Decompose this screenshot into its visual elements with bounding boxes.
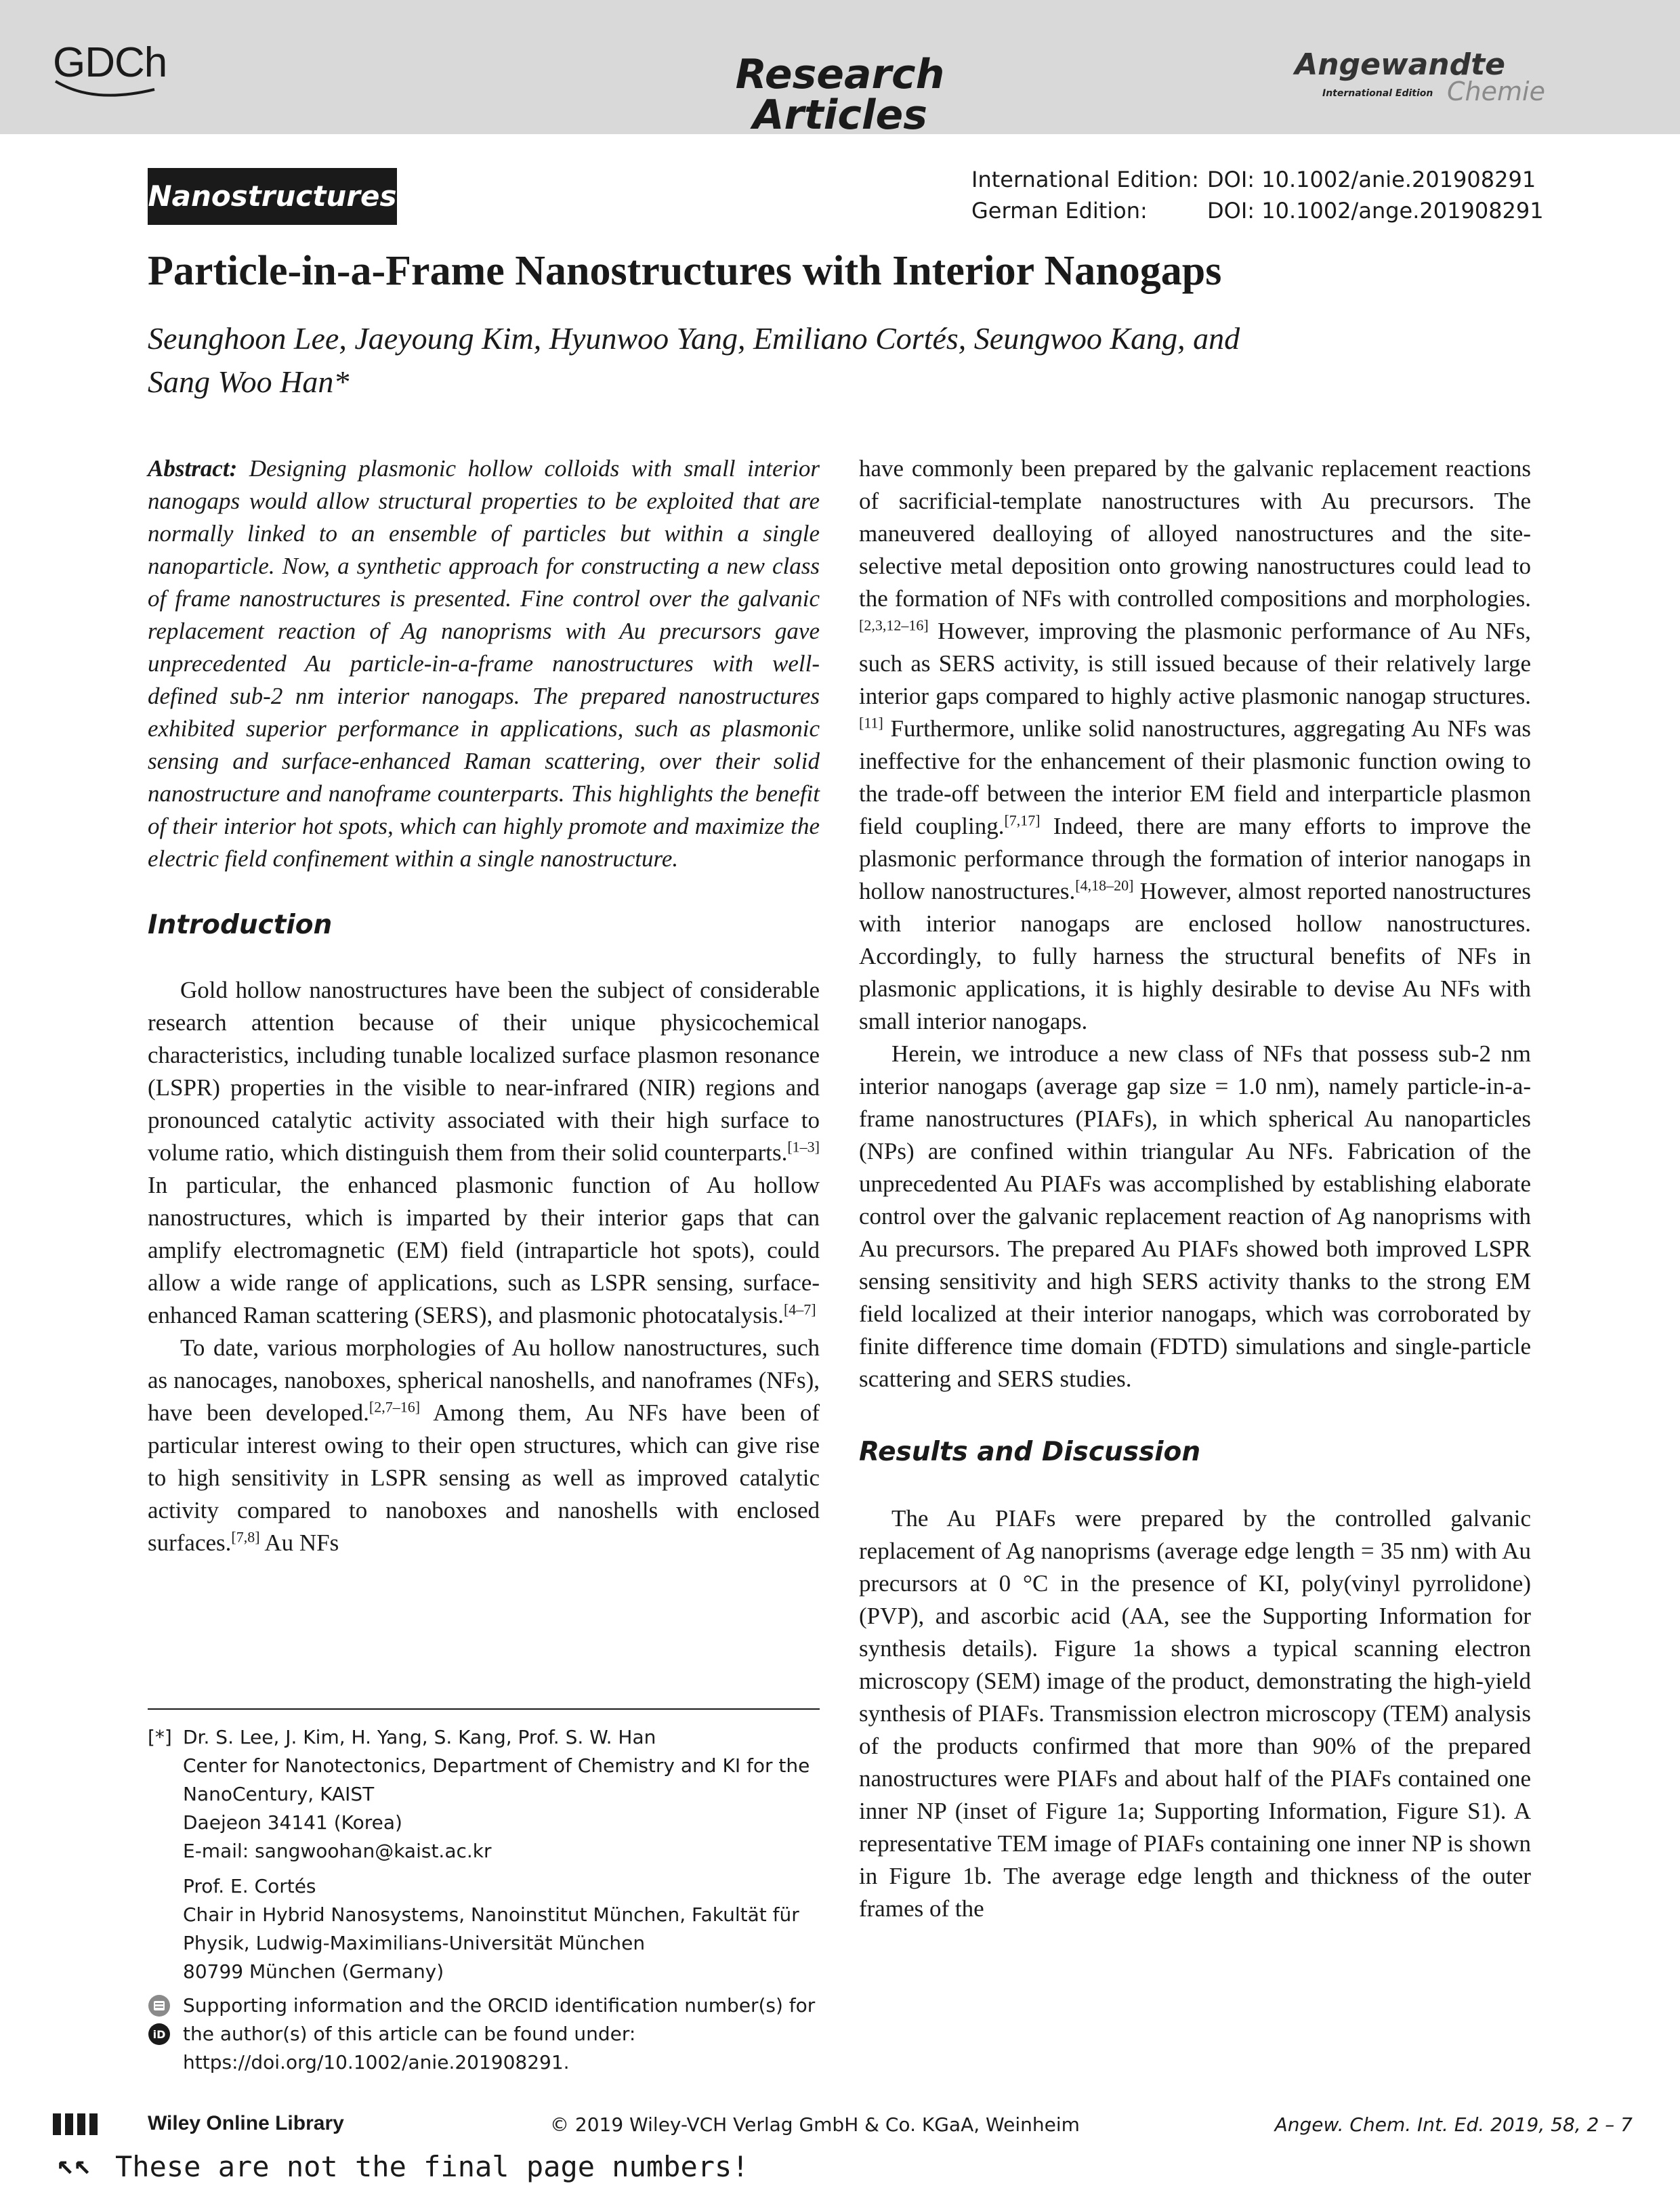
authors-line-2: Sang Woo Han* <box>148 364 350 399</box>
citation-ref[interactable]: [4–7] <box>783 1301 816 1318</box>
footnote-line: Physik, Ludwig-Maximilians-Universität München <box>183 1932 646 1954</box>
authors-line-1: Seunghoon Lee, Jaeyoung Kim, Hyunwoo Yang, Emiliano Cortés, Seungwoo Kang, and <box>148 321 1240 356</box>
doi-german-value[interactable]: DOI: 10.1002/ange.201908291 <box>1207 198 1544 224</box>
arrow-icon: ↖↖ <box>57 2147 91 2180</box>
doi-row-german <box>971 195 1649 226</box>
gdch-arc-icon <box>53 77 168 104</box>
author-list <box>148 317 1503 404</box>
topic-label: Nanostructures <box>148 168 397 225</box>
author-affiliations-footnote <box>148 1723 825 2077</box>
footnote-mark: [*] <box>148 1726 172 1748</box>
footnote-line: [*] Dr. S. Lee, J. Kim, H. Yang, S. Kang, Prof. S. W. Han <box>148 1723 825 1752</box>
right-p1-text-e: However, almost reported nanostructures with interior nanogaps are enclosed hollow nanostructures. Accordingly, to fully harness the structural benefits of NFs in plasmonic applications, it is highly desirable to devise Au NFs with small interior nanogaps. <box>859 878 1531 1034</box>
intro-p2-text-b: Among them, Au NFs have been of particular interest owing to their open structures, which can give rise to high sensitivity in LSPR sensing as well as improved catalytic activity compared to nanoboxes and nanoshells with enclosed surfaces. <box>148 1399 820 1556</box>
supporting-info-link[interactable]: https://doi.org/10.1002/anie.201908291. <box>183 2051 570 2073</box>
right-column <box>859 452 1531 1925</box>
wiley-library-icon <box>53 2113 102 2138</box>
doi-intl-value[interactable]: DOI: 10.1002/anie.201908291 <box>1207 167 1536 192</box>
footnote-line: Prof. E. Cortés <box>183 1875 316 1897</box>
intro-p2-text-c: Au NFs <box>259 1530 339 1556</box>
introduction-heading: Introduction <box>148 910 333 940</box>
footnote-line: Daejeon 34141 (Korea) <box>183 1811 402 1834</box>
journal-logo-name: Angewandte <box>1295 47 1505 82</box>
abstract <box>148 452 820 875</box>
gdch-logo <box>53 39 175 104</box>
intro-p1-text-b: In particular, the enhanced plasmonic function of Au hollow nanostructures, which is imparted by their interior gaps that can amplify electromagnetic (EM) field (intraparticle hot spots), could allow a wide range of applications, such as LSPR sensing, surface-enhanced Raman scattering (SERS), and plasmonic photocatalysis. <box>148 1172 820 1328</box>
doi-row-international <box>971 164 1649 195</box>
doi-german-label: German Edition: <box>971 198 1148 224</box>
orcid-icon <box>148 2023 171 2046</box>
abstract-text: Designing plasmonic hollow colloids with small interior nanogaps would allow structural properties to be exploited that are normally linked to an ensemble of particles but within a single nanoparticle. Now, a synthetic approach for constructing a new class of frame nanostructures is presented. Fine control over the galvanic replacement reaction of Ag nanoprisms with Au precursors gave unprecedented Au particle-in-a-frame nanostructures with well-defined sub-2 nm interior nanogaps. The prepared nanostructures exhibited superior performance in applications, such as plasmonic sensing and surface-enhanced Raman scattering, over their solid nanostructure and nanoframe counterparts. This highlights the benefit of their interior hot spots, which can highly promote and maximize the electric field confinement within a single nanostructure. <box>148 455 820 872</box>
right-paragraph-1 <box>859 452 1531 1038</box>
footnote-line: Center for Nanotectonics, Department of Chemistry and KI for the <box>183 1754 810 1777</box>
right-p1-text-c: Furthermore, unlike solid nanostructures, aggregating Au NFs was ineffective for the enhancement of their plasmonic function owing to the trade-off between the interior EM field and interparticle plasmon field coupling. <box>859 715 1531 839</box>
journal-logo-subtitle: International Edition <box>1322 88 1433 99</box>
gdch-logo-text: GDCh <box>53 39 167 86</box>
svg-text:iD: iD <box>152 2028 166 2041</box>
intro-p1-text-a: Gold hollow nanostructures have been the subject of considerable research attention because of their unique physicochemical characteristics, including tunable localized surface plasmon resonance (LSPR) properties in the visible to near-infrared (NIR) regions and pronounced catalytic activity associated with their high surface to volume ratio, which distinguish them from their solid counterparts. <box>148 977 820 1166</box>
doi-intl-label: International Edition: <box>971 167 1199 192</box>
footnote-line: 80799 München (Germany) <box>183 1960 444 1983</box>
citation-ref[interactable]: [7,17] <box>1004 812 1041 829</box>
intro-paragraph-1 <box>148 974 820 1332</box>
citation-ref[interactable]: [2,7–16] <box>369 1398 421 1416</box>
abstract-label: Abstract: <box>148 455 238 482</box>
supporting-info-line: the author(s) of this article can be found under: <box>183 2023 636 2045</box>
citation-ref[interactable]: [1–3] <box>787 1138 820 1156</box>
supporting-info-icon <box>148 1994 171 2017</box>
right-paragraph-2: Herein, we introduce a new class of NFs that possess sub-2 nm interior nanogaps (average gap size = 1.0 nm), namely particle-in-a-frame nanostructures (PIAFs), in which spherical Au nanoparticles (NPs) are confined within triangular Au NFs. Fabrication of the unprecedented Au PIAFs was accomplished by establishing elaborate control over the galvanic replacement reaction of Ag nanoprisms with Au precursors. The prepared Au PIAFs showed both improved LSPR sensing sensitivity and high SERS activity thanks to the strong EM field localized at their interior nanogaps, which was corroborated by finite difference time domain (FDTD) simulations and single-particle scattering and SERS studies. <box>859 1040 1531 1392</box>
article-title: Particle-in-a-Frame Nanostructures with Interior Nanogaps <box>148 248 1222 294</box>
right-p1-text-a: have commonly been prepared by the galvanic replacement reactions of sacrificial-template nanostructures with Au precursors. The maneuvered dealloying of alloyed nanostructures and the site-selective metal deposition onto growing nanostructures could lead to the formation of NFs with controlled compositions and morphologies. <box>859 455 1531 612</box>
footnote-divider <box>148 1708 820 1710</box>
results-paragraph-1: The Au PIAFs were prepared by the controlled galvanic replacement of Ag nanoprisms (average edge length = 35 nm) with Au precursors at 0 °C in the presence of KI, poly(vinyl pyrrolidone) (PVP), and ascorbic acid (AA, see the Supporting Information for synthesis details). Figure 1a shows a typical scanning electron microscopy (SEM) image of the product, demonstrating the high-yield synthesis of PIAFs. Transmission electron microscopy (TEM) analysis of the products confirmed that more than 90% of the prepared nanostructures were PIAFs and about half of the PIAFs contained one inner NP (inset of Figure 1a; Supporting Information, Figure S1). A representative TEM image of PIAFs containing one inner NP is shown in Figure 1b. The average edge length and thickness of the outer frames of the <box>859 1505 1531 1922</box>
left-column <box>148 452 820 1559</box>
not-final-text: These are not the final page numbers! <box>115 2150 749 2183</box>
intro-paragraph-2 <box>148 1332 820 1559</box>
copyright-notice: © 2019 Wiley-VCH Verlag GmbH & Co. KGaA, Weinheim <box>550 2113 1080 2136</box>
citation-ref[interactable]: [2,3,12–16] <box>859 616 929 634</box>
footnote-email[interactable]: E-mail: sangwoohan@kaist.ac.kr <box>183 1840 492 1862</box>
citation-ref[interactable]: [11] <box>859 714 883 732</box>
not-final-page-notice <box>0 2146 1680 2187</box>
intro-p2-text-a: To date, various morphologies of Au hollow nanostructures, such as nanocages, nanoboxes, spherical nanoshells, and nanoframes (NFs), have been developed. <box>148 1334 820 1426</box>
right-p1-text-b: However, improving the plasmonic performance of Au NFs, such as SERS activity, is still issued because of their relatively large interior gaps compared to highly active plasmonic nanogap structures. <box>859 618 1531 709</box>
supporting-info-line: Supporting information and the ORCID identification number(s) for <box>183 1994 816 2017</box>
right-p1-text-d: Indeed, there are many efforts to improve the plasmonic performance through the formation of interior nanogaps in hollow nanostructures. <box>859 813 1531 904</box>
page-footer <box>0 2108 1680 2149</box>
doi-block <box>971 164 1649 226</box>
results-heading: Results and Discussion <box>859 1437 1201 1467</box>
wiley-online-library-label: Wiley Online Library <box>148 2112 344 2134</box>
citation-ref[interactable]: [7,8] <box>231 1528 260 1546</box>
footnote-line: Chair in Hybrid Nanosystems, Nanoinstitut München, Fakultät für <box>183 1903 799 1926</box>
footnote-line: NanoCentury, KAIST <box>183 1783 375 1805</box>
supporting-info-note <box>148 1991 825 2077</box>
journal-logo-chemie: Chemie <box>1447 77 1545 106</box>
citation-ref[interactable]: [4,18–20] <box>1075 877 1134 894</box>
section-title: Research Articles <box>735 51 945 139</box>
journal-citation: Angew. Chem. Int. Ed. 2019, 58, 2 – 7 <box>1274 2113 1633 2136</box>
header-banner <box>0 0 1680 139</box>
journal-logo <box>1295 47 1545 111</box>
